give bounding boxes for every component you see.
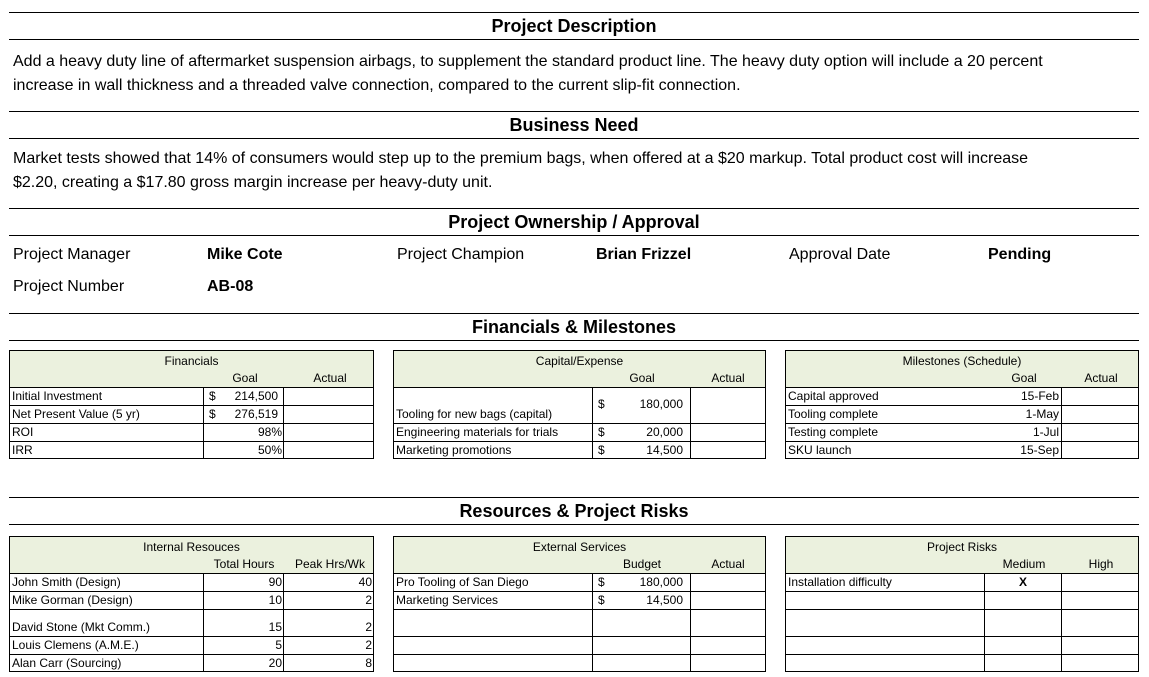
internal-row-peak: 8 — [365, 656, 372, 670]
ownership-row-1 — [0, 243, 1149, 267]
internal-row-name: David Stone (Mkt Comm.) — [12, 620, 151, 634]
financials-row-label: Initial Investment — [12, 389, 103, 403]
financials-goal-header: Goal — [232, 371, 258, 385]
business-need-heading: Business Need — [9, 111, 1139, 139]
financials-title: Financials — [164, 354, 219, 368]
financials-row-currency: $ — [209, 389, 216, 403]
project-number-label: Project Number — [13, 278, 125, 295]
business-need-text — [13, 147, 1138, 195]
external-services-title: External Services — [532, 540, 627, 554]
milestone-row-label: Capital approved — [788, 389, 879, 403]
project-description-line-1: Add a heavy duty line of aftermarket suspension airbags, to supplement the standard product line. The heavy duty option will include a 20 percent — [13, 53, 1043, 70]
project-champion-value: Brian Frizzel — [596, 246, 692, 263]
ownership-row-2 — [0, 275, 1149, 299]
milestones-table — [785, 350, 1139, 459]
financials-row-currency: $ — [209, 407, 216, 421]
capital-row-goal: 180,000 — [639, 397, 683, 411]
external-row-budget: 14,500 — [646, 593, 683, 607]
business-need-line-1: Market tests showed that 14% of consumers would step up to the premium bags, when offered at a $20 markup. Total product cost will increase — [13, 150, 1029, 167]
milestone-row-goal: 15-Feb — [1020, 389, 1059, 403]
resources-risks-heading: Resources & Project Risks — [9, 497, 1139, 525]
business-need-line-2: $2.20, creating a $17.80 gross margin increase per heavy-duty unit. — [13, 174, 493, 191]
milestones-goal-header: Goal — [1011, 371, 1037, 385]
internal-row-name: Louis Clemens (A.M.E.) — [12, 638, 139, 652]
internal-resources-table — [9, 536, 374, 672]
financials-row-goal: 214,500 — [234, 389, 278, 403]
capital-actual-header: Actual — [711, 371, 745, 385]
financials-row-goal: 50% — [257, 443, 282, 457]
internal-peak-header: Peak Hrs/Wk — [294, 557, 365, 571]
capital-expense-title: Capital/Expense — [535, 354, 624, 368]
capital-row-label: Marketing promotions — [396, 443, 512, 457]
external-budget-header: Budget — [622, 557, 662, 571]
capital-expense-table — [393, 350, 766, 459]
milestone-row-label: Tooling complete — [788, 407, 879, 421]
internal-row-name: John Smith (Design) — [12, 575, 121, 589]
financials-row-label: Net Present Value (5 yr) — [12, 407, 140, 421]
milestone-row-goal: 1-Jul — [1032, 425, 1059, 439]
project-description-line-2: increase in wall thickness and a threaded valve connection, compared to the current slip-fit connection. — [13, 77, 741, 94]
milestone-row-goal: 15-Sep — [1020, 443, 1059, 457]
risk-row-name: Installation difficulty — [788, 575, 892, 589]
capital-row-currency: $ — [598, 443, 605, 457]
milestone-row-label: SKU launch — [788, 443, 852, 457]
financials-row-goal: 276,519 — [234, 407, 278, 421]
internal-row-name: Alan Carr (Sourcing) — [12, 656, 122, 670]
financials-milestones-heading: Financials & Milestones — [9, 313, 1139, 341]
financials-table — [9, 350, 374, 459]
capital-row-goal: 14,500 — [646, 443, 683, 457]
milestone-row-goal: 1-May — [1025, 407, 1059, 421]
financials-row-label: ROI — [12, 425, 34, 439]
internal-row-peak: 2 — [365, 593, 372, 607]
external-row-currency: $ — [598, 593, 605, 607]
ownership-heading: Project Ownership / Approval — [9, 208, 1139, 236]
external-row-name: Pro Tooling of San Diego — [396, 575, 529, 589]
capital-row-currency: $ — [598, 397, 605, 411]
external-row-name: Marketing Services — [396, 593, 499, 607]
approval-date-label: Approval Date — [789, 246, 891, 263]
internal-row-name: Mike Gorman (Design) — [12, 593, 133, 607]
external-row-budget: 180,000 — [639, 575, 683, 589]
capital-row-currency: $ — [598, 425, 605, 439]
risk-row-medium: X — [1018, 575, 1027, 589]
project-manager-label: Project Manager — [13, 246, 131, 263]
approval-date-value: Pending — [988, 246, 1052, 263]
milestones-title: Milestones (Schedule) — [902, 354, 1022, 368]
milestones-actual-header: Actual — [1084, 371, 1118, 385]
internal-hours-header: Total Hours — [213, 557, 275, 571]
capital-row-label: Engineering materials for trials — [396, 425, 559, 439]
internal-row-hours: 20 — [268, 656, 282, 670]
risk-row-high — [1062, 574, 1139, 591]
project-champion-label: Project Champion — [397, 246, 525, 263]
milestone-row-label: Testing complete — [788, 425, 879, 439]
financials-row-goal: 98% — [257, 425, 282, 439]
capital-row-goal: 20,000 — [646, 425, 683, 439]
project-description-heading: Project Description — [9, 12, 1139, 40]
project-manager-value: Mike Cote — [207, 246, 283, 263]
financials-actual-header: Actual — [313, 371, 347, 385]
project-number-value: AB-08 — [207, 278, 254, 295]
capital-goal-header: Goal — [629, 371, 655, 385]
external-row-currency: $ — [598, 575, 605, 589]
internal-row-hours: 5 — [275, 638, 282, 652]
internal-row-hours: 10 — [268, 593, 282, 607]
internal-row-peak: 2 — [365, 638, 372, 652]
capital-row-label: Tooling for new bags (capital) — [396, 407, 553, 421]
external-services-table — [393, 536, 766, 672]
internal-row-hours: 15 — [268, 620, 282, 634]
project-risks-table — [785, 536, 1139, 672]
internal-resources-title: Internal Resouces — [143, 540, 240, 554]
risks-high-header: High — [1088, 557, 1114, 571]
external-actual-header: Actual — [711, 557, 745, 571]
internal-row-peak: 40 — [358, 575, 372, 589]
internal-row-hours: 90 — [268, 575, 282, 589]
risks-medium-header: Medium — [1002, 557, 1046, 571]
financials-row-label: IRR — [12, 443, 33, 457]
project-description-text — [13, 50, 1138, 98]
internal-row-peak: 2 — [365, 620, 372, 634]
project-risks-title: Project Risks — [926, 540, 997, 554]
